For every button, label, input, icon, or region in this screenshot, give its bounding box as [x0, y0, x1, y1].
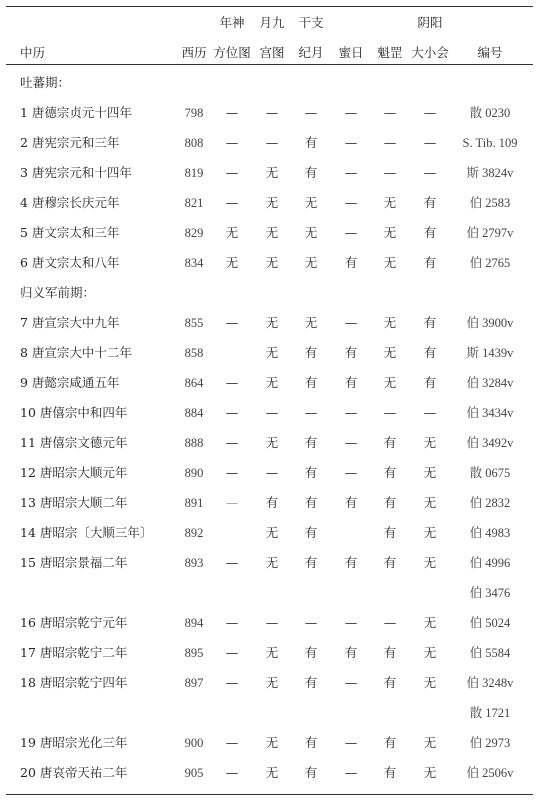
cell-zhongli: 14 唐昭宗〔大顺三年〕	[20, 525, 153, 540]
cell-gongtu: 无	[265, 765, 279, 780]
cell-gongtu: 无	[265, 525, 279, 540]
cell-miri: —	[344, 765, 358, 780]
cell-jiyue: 有	[304, 765, 318, 780]
cell-kuigang: 无	[383, 255, 397, 270]
cell-gongtu: —	[265, 405, 279, 420]
cell-miri: 有	[344, 555, 358, 570]
cell-jiyue: —	[304, 105, 318, 120]
cell-kuigang: 有	[383, 495, 397, 510]
cell-bianhao: 伯 5024	[469, 616, 511, 630]
cell-fangwei: —	[225, 615, 239, 630]
header-yinyang: 阴阳	[417, 15, 443, 30]
header-daxiaohui: 大小会	[411, 45, 449, 60]
cell-daxiaohui: 无	[423, 645, 437, 660]
cell-miri: —	[344, 615, 358, 630]
cell-zhongli: 3 唐宪宗元和十四年	[20, 165, 132, 180]
cell-kuigang: —	[383, 165, 397, 180]
cell-zhongli: 20 唐哀帝天祐二年	[20, 765, 128, 780]
cell-zhongli: 17 唐昭宗乾宁二年	[20, 645, 128, 660]
cell-zhongli: 16 唐昭宗乾宁元年	[20, 615, 128, 630]
cell-kuigang: 有	[383, 645, 397, 660]
cell-gongtu: —	[265, 105, 279, 120]
cell-zhongli: 7 唐宣宗大中九年	[20, 315, 120, 330]
section-title-tubo: 吐蕃期：	[20, 75, 71, 90]
cell-zhongli: 13 唐昭宗大顺二年	[20, 495, 128, 510]
cell-jiyue: 有	[304, 555, 318, 570]
cell-daxiaohui: —	[423, 165, 437, 180]
cell-daxiaohui: 有	[423, 195, 437, 210]
cell-miri: —	[344, 195, 358, 210]
cell-xili: 834	[184, 256, 204, 270]
header-ganzhi: 干支	[298, 15, 324, 30]
cell-jiyue: 有	[304, 135, 318, 150]
cell-miri: —	[344, 225, 358, 240]
cell-miri: —	[344, 315, 358, 330]
cell-xili: 798	[184, 106, 204, 120]
cell-kuigang: —	[383, 615, 397, 630]
cell-zhongli: 4 唐穆宗长庆元年	[20, 195, 120, 210]
cell-bianhao: 伯 2583	[469, 196, 511, 210]
cell-gongtu: 无	[265, 735, 279, 750]
cell-xili: 890	[184, 466, 204, 480]
header-fangwei: 方位图	[213, 45, 251, 60]
cell-xili: 905	[184, 766, 204, 780]
cell-xili: 900	[184, 736, 204, 750]
cell-gongtu: 无	[265, 675, 279, 690]
cell-gongtu: 无	[265, 555, 279, 570]
header-kuigang: 魁罡	[377, 45, 403, 60]
cell-zhongli: 9 唐懿宗咸通五年	[20, 375, 120, 390]
cell-bianhao: 散 0230	[469, 106, 511, 120]
cell-jiyue: 有	[304, 435, 318, 450]
cell-zhongli: 11 唐僖宗文德元年	[20, 435, 128, 450]
cell-fangwei: —	[225, 105, 239, 120]
cell-kuigang: 有	[383, 555, 397, 570]
section-title-guiyijun: 归义军前期：	[20, 285, 96, 300]
cell-jiyue: 有	[304, 375, 318, 390]
cell-xili: 819	[184, 166, 204, 180]
cell-gongtu: 无	[265, 315, 279, 330]
cell-kuigang: 无	[383, 315, 397, 330]
cell-fangwei: —	[225, 375, 239, 390]
cell-kuigang: 有	[383, 675, 397, 690]
cell-kuigang: 有	[383, 735, 397, 750]
header-zhongli: 中历	[20, 45, 46, 60]
cell-bianhao: 斯 1439v	[466, 346, 514, 360]
cell-xili: 893	[184, 556, 204, 570]
cell-fangwei: —	[225, 315, 239, 330]
cell-miri: —	[344, 135, 358, 150]
cell-daxiaohui: 无	[423, 765, 437, 780]
cell-jiyue: —	[304, 405, 318, 420]
cell-fangwei: —	[225, 435, 239, 450]
cell-daxiaohui: 有	[423, 315, 437, 330]
cell-jiyue: 无	[304, 315, 318, 330]
cell-xili: 821	[184, 196, 204, 210]
cell-miri: 有	[344, 375, 358, 390]
cell-kuigang: 无	[383, 195, 397, 210]
cell-xili: 895	[184, 646, 204, 660]
cell-jiyue: —	[304, 615, 318, 630]
cell-jiyue: 有	[304, 735, 318, 750]
cell-jiyue: 有	[304, 165, 318, 180]
cell-jiyue: 有	[304, 525, 318, 540]
cell-fangwei: —	[225, 165, 239, 180]
cell-gongtu: 无	[265, 255, 279, 270]
cell-daxiaohui: 无	[423, 735, 437, 750]
header-gongtu: 宫图	[259, 45, 285, 60]
cell-zhongli: 8 唐宣宗大中十二年	[20, 345, 132, 360]
cell-miri: —	[344, 165, 358, 180]
cell-fangwei: —	[225, 495, 239, 510]
cell-kuigang: 有	[383, 465, 397, 480]
cell-xili: 888	[184, 436, 204, 450]
cell-gongtu: —	[265, 135, 279, 150]
cell-jiyue: 有	[304, 465, 318, 480]
cell-gongtu: 无	[265, 375, 279, 390]
table-bottom-rule	[6, 794, 533, 795]
cell-fangwei: —	[225, 465, 239, 480]
cell-miri: —	[344, 405, 358, 420]
cell-daxiaohui: 无	[423, 525, 437, 540]
cell-jiyue: 有	[304, 675, 318, 690]
cell-kuigang: 有	[383, 525, 397, 540]
cell-gongtu: —	[265, 465, 279, 480]
cell-kuigang: 无	[383, 225, 397, 240]
cell-miri: —	[344, 435, 358, 450]
cell-daxiaohui: 有	[423, 345, 437, 360]
cell-xili: 892	[184, 526, 204, 540]
cell-fangwei: 无	[225, 225, 239, 240]
cell-bianhao: 伯 3248v	[466, 676, 514, 690]
cell-kuigang: 无	[383, 375, 397, 390]
cell-bianhao: 伯 3492v	[466, 436, 514, 450]
header-xili: 西历	[181, 45, 207, 60]
cell-bianhao: 伯 2797v	[466, 226, 514, 240]
cell-daxiaohui: 无	[423, 435, 437, 450]
cell-gongtu: —	[265, 615, 279, 630]
cell-zhongli: 19 唐昭宗光化三年	[20, 735, 128, 750]
cell-daxiaohui: 无	[423, 555, 437, 570]
cell-bianhao: 伯 2506v	[466, 766, 514, 780]
cell-fangwei: —	[225, 735, 239, 750]
cell-jiyue: 有	[304, 345, 318, 360]
cell-daxiaohui: 有	[423, 375, 437, 390]
cell-fangwei: —	[225, 555, 239, 570]
header-bottom-rule	[6, 64, 533, 65]
cell-daxiaohui: 无	[423, 495, 437, 510]
cell-xili: 829	[184, 226, 204, 240]
cell-zhongli: 18 唐昭宗乾宁四年	[20, 675, 128, 690]
cell-fangwei: —	[225, 195, 239, 210]
cell-bianhao: 伯 4983	[469, 526, 511, 540]
cell-xili: 864	[184, 376, 204, 390]
cell-bianhao-extra: 散 1721	[469, 706, 511, 720]
cell-jiyue: 无	[304, 255, 318, 270]
cell-bianhao: 斯 3824v	[466, 166, 514, 180]
cell-miri: 有	[344, 645, 358, 660]
cell-gongtu: 无	[265, 195, 279, 210]
cell-fangwei: —	[225, 405, 239, 420]
cell-miri: 有	[344, 255, 358, 270]
cell-kuigang: 有	[383, 435, 397, 450]
cell-zhongli: 2 唐宪宗元和三年	[20, 135, 120, 150]
cell-fangwei: —	[225, 675, 239, 690]
cell-xili: 808	[184, 136, 204, 150]
cell-fangwei: —	[225, 645, 239, 660]
cell-xili: 891	[184, 496, 204, 510]
cell-xili: 855	[184, 316, 204, 330]
cell-jiyue: 无	[304, 225, 318, 240]
header-nianshen: 年神	[219, 15, 245, 30]
cell-kuigang: 无	[383, 345, 397, 360]
cell-zhongli: 15 唐昭宗景福二年	[20, 555, 128, 570]
cell-bianhao: 伯 5584	[469, 646, 511, 660]
cell-daxiaohui: —	[423, 135, 437, 150]
cell-gongtu: 无	[265, 225, 279, 240]
cell-gongtu: 无	[265, 345, 279, 360]
cell-jiyue: 有	[304, 645, 318, 660]
cell-miri: —	[344, 735, 358, 750]
cell-daxiaohui: 无	[423, 615, 437, 630]
header-bianhao: 编号	[477, 45, 503, 60]
cell-daxiaohui: —	[423, 405, 437, 420]
cell-zhongli: 5 唐文宗太和三年	[20, 225, 120, 240]
cell-jiyue: 无	[304, 195, 318, 210]
cell-bianhao: 伯 3900v	[466, 316, 514, 330]
cell-bianhao: 伯 4996	[469, 556, 511, 570]
cell-zhongli: 1 唐德宗贞元十四年	[20, 105, 132, 120]
header-yuejiu: 月九	[259, 15, 285, 30]
cell-bianhao: 伯 2832	[469, 496, 511, 510]
cell-xili: 884	[184, 406, 204, 420]
cell-miri: —	[344, 675, 358, 690]
cell-gongtu: 无	[265, 645, 279, 660]
cell-xili: 897	[184, 676, 204, 690]
cell-zhongli: 6 唐文宗太和八年	[20, 255, 120, 270]
cell-bianhao-extra: 伯 3476	[469, 586, 511, 600]
cell-miri: 有	[344, 495, 358, 510]
cell-bianhao: S. Tib. 109	[462, 136, 518, 150]
cell-xili: 858	[184, 346, 204, 360]
cell-miri: —	[344, 105, 358, 120]
cell-miri: —	[344, 465, 358, 480]
cell-daxiaohui: —	[423, 105, 437, 120]
cell-gongtu: 无	[265, 165, 279, 180]
cell-jiyue: 有	[304, 495, 318, 510]
cell-miri: 有	[344, 345, 358, 360]
cell-daxiaohui: 无	[423, 675, 437, 690]
cell-fangwei: —	[225, 765, 239, 780]
cell-bianhao: 伯 3434v	[466, 406, 514, 420]
cell-fangwei: —	[225, 135, 239, 150]
cell-daxiaohui: 有	[423, 225, 437, 240]
cell-kuigang: —	[383, 405, 397, 420]
cell-kuigang: —	[383, 105, 397, 120]
cell-zhongli: 12 唐昭宗大顺元年	[20, 465, 128, 480]
cell-bianhao: 伯 3284v	[466, 376, 514, 390]
cell-kuigang: —	[383, 135, 397, 150]
cell-xili: 894	[184, 616, 204, 630]
header-miri: 蜜日	[338, 45, 364, 60]
cell-daxiaohui: 有	[423, 255, 437, 270]
cell-gongtu: 有	[265, 495, 279, 510]
cell-bianhao: 伯 2765	[469, 256, 511, 270]
cell-zhongli: 10 唐僖宗中和四年	[20, 405, 128, 420]
table-top-rule	[6, 6, 533, 7]
cell-kuigang: 有	[383, 765, 397, 780]
cell-daxiaohui: 无	[423, 465, 437, 480]
header-jiyue: 纪月	[298, 45, 324, 60]
cell-bianhao: 伯 2973	[469, 736, 511, 750]
cell-fangwei: 无	[225, 255, 239, 270]
cell-bianhao: 散 0675	[469, 466, 511, 480]
cell-gongtu: 无	[265, 435, 279, 450]
